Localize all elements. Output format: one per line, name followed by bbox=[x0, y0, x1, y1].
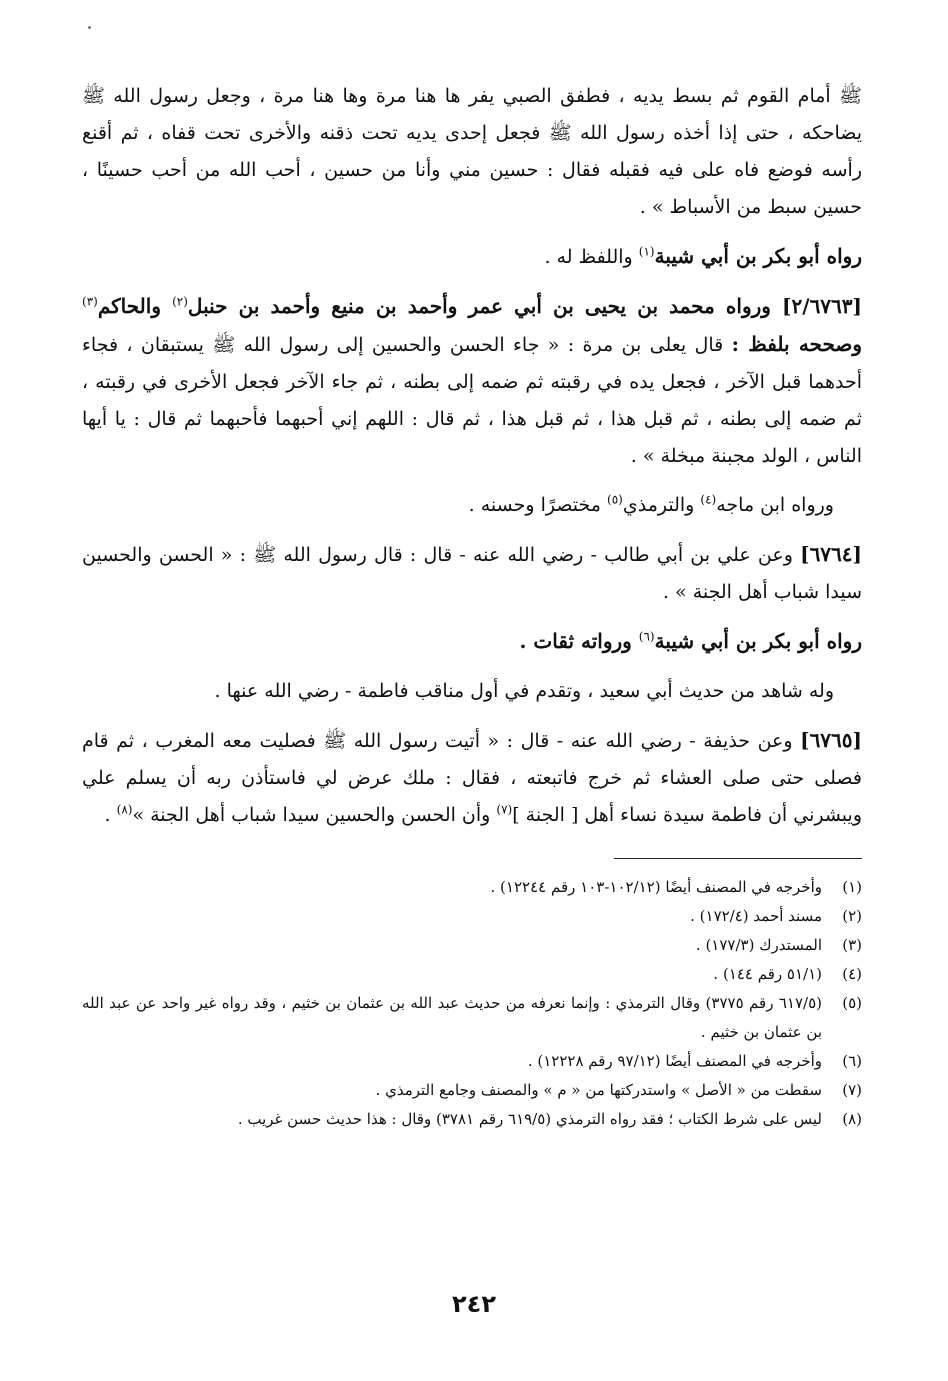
hadith-number: [٦٧٦٥] bbox=[800, 728, 862, 752]
hadith-heading-cont: والحاكم bbox=[97, 294, 173, 318]
hadith-heading: [٢/٦٧٦٣] ورواه محمد بن يحيى بن أبي عمر وأحمد بن منيع وأحمد بن حنبل bbox=[187, 294, 862, 318]
hadith-6765 bbox=[82, 722, 862, 834]
hadith-6763 bbox=[82, 288, 862, 475]
paragraph-4-text: مختصرًا وحسنه . bbox=[468, 494, 608, 516]
footnote-number: (٦) bbox=[842, 1052, 862, 1070]
footnote-item bbox=[82, 873, 862, 902]
footnote-text: المستدرك (١٧٧/٣) . bbox=[695, 936, 822, 954]
footnote-ref: (١) bbox=[638, 244, 655, 259]
footnote-text: (٥١/١ رقم ١٤٤) . bbox=[713, 965, 822, 983]
footnote-text: ليس على شرط الكتاب ؛ فقد رواه الترمذي (٦١٩/٥ رقم ٣٧٨١) وقال : هذا حديث حسن غريب . bbox=[237, 1110, 822, 1128]
footnote-text: مسند أحمد (١٧٢/٤) . bbox=[690, 907, 822, 925]
hadith-heading-cont: وصححه بلفظ : bbox=[731, 332, 863, 356]
footnote-text: سقطت من « الأصل » واستدركتها من « م » والمصنف وجامع الترمذي . bbox=[375, 1081, 822, 1099]
footnote-ref: (٤) bbox=[700, 492, 717, 507]
footnote-item bbox=[82, 989, 862, 1047]
footnote-number: (٧) bbox=[842, 1081, 862, 1099]
footnote-ref: (٨) bbox=[116, 802, 133, 817]
footnote-text: وأخرجه في المصنف أيضًا (١٠٢/١٢-١٠٣ رقم ١٢٢٤٤) . bbox=[490, 878, 822, 896]
paragraph-2 bbox=[82, 238, 862, 276]
hadith-text: وعن علي بن أبي طالب - رضي الله عنه - قال : قال رسول الله ﷺ : « الحسن والحسين سيدا شباب أهل الجنة » . bbox=[82, 544, 862, 603]
footnote-item bbox=[82, 902, 862, 931]
scan-speck bbox=[88, 26, 91, 29]
paragraph-4-text: ورواه ابن ماجه bbox=[716, 494, 834, 516]
paragraph-1 bbox=[82, 78, 862, 226]
footnote-divider bbox=[614, 858, 862, 859]
footnote-ref: (٦) bbox=[638, 629, 655, 644]
paragraph-7-text: وله شاهد من حديث أبي سعيد ، وتقدم في أول مناقب فاطمة - رضي الله عنها . bbox=[214, 680, 834, 702]
footnote-text: (٦١٧/٥ رقم ٣٧٧٥) وقال الترمذي : وإنما نعرفه من حديث عبد الله بن عثمان بن خثيم ، وقد رواه غير واحد عن عبد الله بن عثمان بن خثيم . bbox=[82, 994, 822, 1041]
footnote-ref: (٥) bbox=[607, 492, 623, 507]
paragraph-4-text: والترمذي bbox=[622, 494, 701, 516]
paragraph-7 bbox=[82, 673, 862, 710]
footnote-ref: (٧) bbox=[496, 802, 513, 817]
hadith-number: [٦٧٦٤] bbox=[800, 542, 862, 566]
source-attribution: رواه أبو بكر بن أبي شيبة bbox=[654, 629, 862, 653]
paragraph-6 bbox=[82, 623, 862, 661]
hadith-text: وعن حذيفة - رضي الله عنه - قال : « أتيت رسول الله ﷺ فصليت معه المغرب ، ثم قام فصلى حتى صلى العشاء ثم خرج فاتبعته ، فقال : ملك عرض لي فاستأذن ربه أن يسلم علي ويبشرني أن فاطمة سيدة نساء أهل [ الجنة ] bbox=[82, 730, 862, 826]
paragraph-4 bbox=[82, 487, 862, 524]
hadith-text: قال يعلى بن مرة : « جاء الحسن والحسين إلى رسول الله ﷺ يستبقان ، فجاء أحدهما قبل الآخر ، فجعل يده في رقبته ثم ضمه إلى بطنه ، ثم جاء الآخر فجعل الأخرى في رقبته ، ثم ضمه إلى بطنه ، ثم قبل هذا ، ثم قبل هذا ، ثم قال : اللهم إني أحبهما فأحبهما ثم قال : يا أيها الناس ، الولد مجبنة مبخلة » . bbox=[82, 334, 862, 467]
footnote-item bbox=[82, 1076, 862, 1105]
footnote-item bbox=[82, 931, 862, 960]
source-attribution-cont: ورواته ثقات . bbox=[519, 629, 639, 653]
footnote-ref: (٢) bbox=[172, 294, 188, 309]
hadith-6764 bbox=[82, 536, 862, 611]
footnote-text: وأخرجه في المصنف أيضًا (٩٧/١٢ رقم ١٢٢٢٨) . bbox=[527, 1052, 822, 1070]
paragraph-1-text: ﷺ أمام القوم ثم بسط يديه ، فطفق الصبي يفر ها هنا مرة وها هنا مرة ، وجعل رسول الله ﷺ يضاحكه ، حتى إذا أخذه رسول الله ﷺ فجعل إحدى يديه تحت ذقنه والأخرى تحت قفاه ، ثم أقنع رأسه فوضع فاه على فيه فقبله فقال : حسين مني وأنا من حسين ، أحب الله من أحب حسينًا ، حسين سبط من الأسباط » . bbox=[82, 85, 862, 218]
page-body bbox=[82, 78, 862, 1134]
source-attribution: رواه أبو بكر بن أبي شيبة bbox=[654, 244, 862, 268]
hadith-text: . bbox=[104, 804, 117, 826]
footnote-number: (٨) bbox=[842, 1110, 862, 1128]
footnote-number: (٣) bbox=[842, 936, 862, 954]
page-number: ٢٤٢ bbox=[452, 1290, 496, 1318]
footnote-item bbox=[82, 960, 862, 989]
footnote-item bbox=[82, 1105, 862, 1134]
footnotes bbox=[82, 873, 862, 1134]
footnote-number: (٤) bbox=[842, 965, 862, 983]
footnote-number: (٢) bbox=[842, 907, 862, 925]
footnote-ref: (٣) bbox=[82, 294, 98, 309]
footnote-item bbox=[82, 1047, 862, 1076]
paragraph-2-text: واللفظ له . bbox=[544, 246, 639, 268]
footnote-number: (٥) bbox=[842, 994, 862, 1012]
footnote-number: (١) bbox=[842, 878, 862, 896]
hadith-text: وأن الحسن والحسين سيدا شباب أهل الجنة » bbox=[132, 804, 497, 826]
